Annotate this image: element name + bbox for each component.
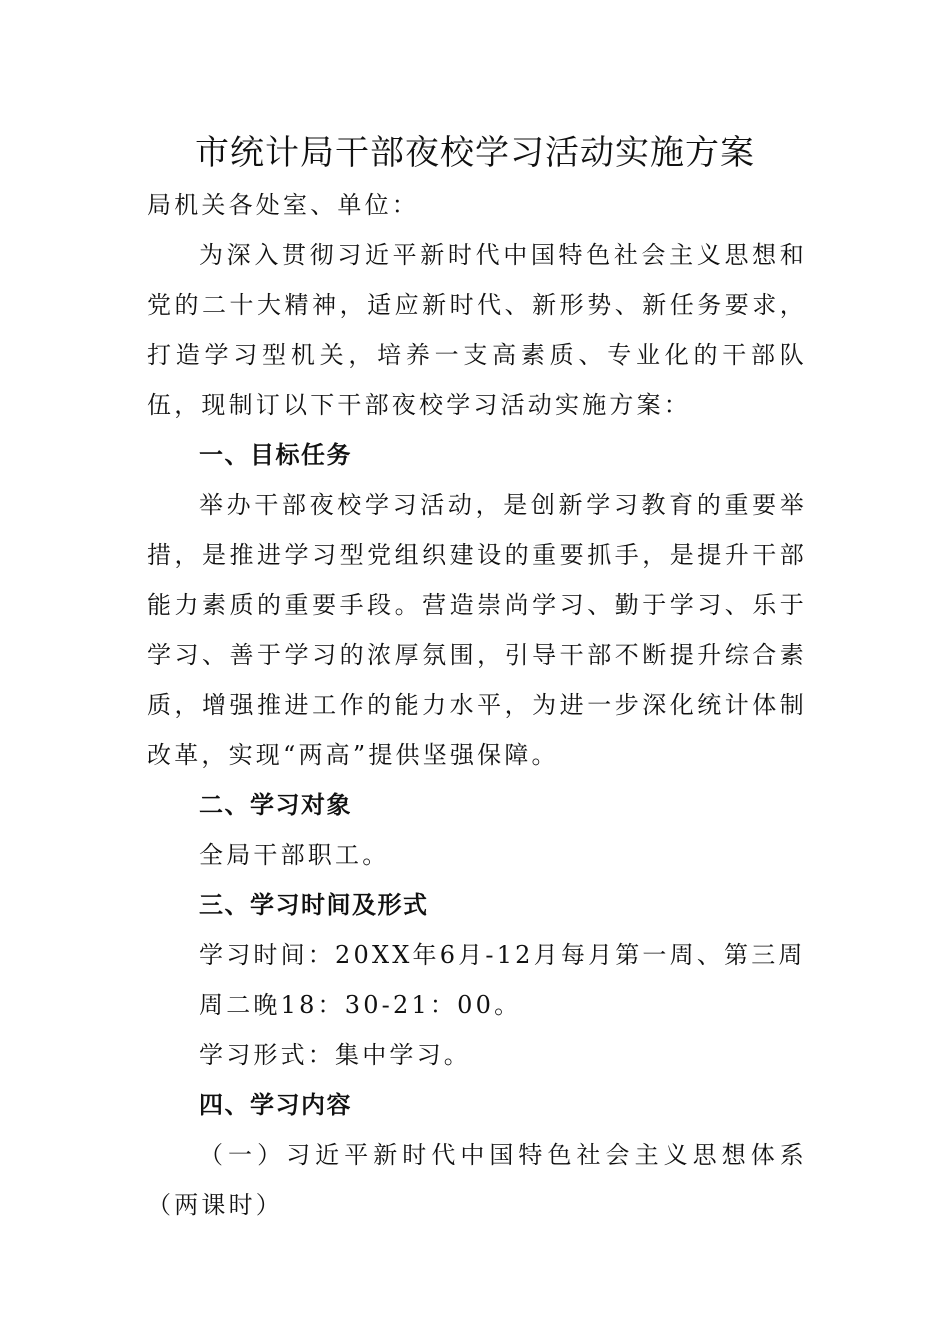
audience-paragraph: 全局干部职工。 [199, 841, 390, 869]
study-time-line-2: 周二晚18：30-21：00。 [199, 991, 522, 1019]
goals-paragraph: 举办干部夜校学习活动，是创新学习教育的重要举措，是推进学习型党组织建设的重要抓手，是提升干部能力素质的重要手段。营造崇尚学习、勤于学习、乐于学习、善于学习的浓厚氛围，引导干部不断提升综合素质，增强推进工作的能力水平，为进一步深化统计体制改革，实现“两高”提供坚强保障。 [147, 491, 807, 769]
study-time-line-1: 学习时间：20XX年6月-12月每月第一周、第三周 [199, 941, 806, 969]
section-heading-time-form: 三、学习时间及形式 [199, 891, 429, 919]
section-heading-content: 四、学习内容 [199, 1091, 352, 1119]
content-item-1: （一）习近平新时代中国特色社会主义思想体系（两课时） [147, 1141, 807, 1219]
document-body [147, 180, 807, 1230]
document-title: 市统计局干部夜校学习活动实施方案 [195, 133, 755, 173]
intro-paragraph: 为深入贯彻习近平新时代中国特色社会主义思想和党的二十大精神，适应新时代、新形势、新任务要求，打造学习型机关，培养一支高素质、专业化的干部队伍，现制订以下干部夜校学习活动实施方案： [147, 241, 807, 419]
salutation: 局机关各处室、单位： [147, 191, 419, 219]
section-heading-audience: 二、学习对象 [199, 791, 352, 819]
section-heading-goals: 一、目标任务 [199, 441, 352, 469]
study-form-line: 学习形式：集中学习。 [199, 1041, 471, 1069]
